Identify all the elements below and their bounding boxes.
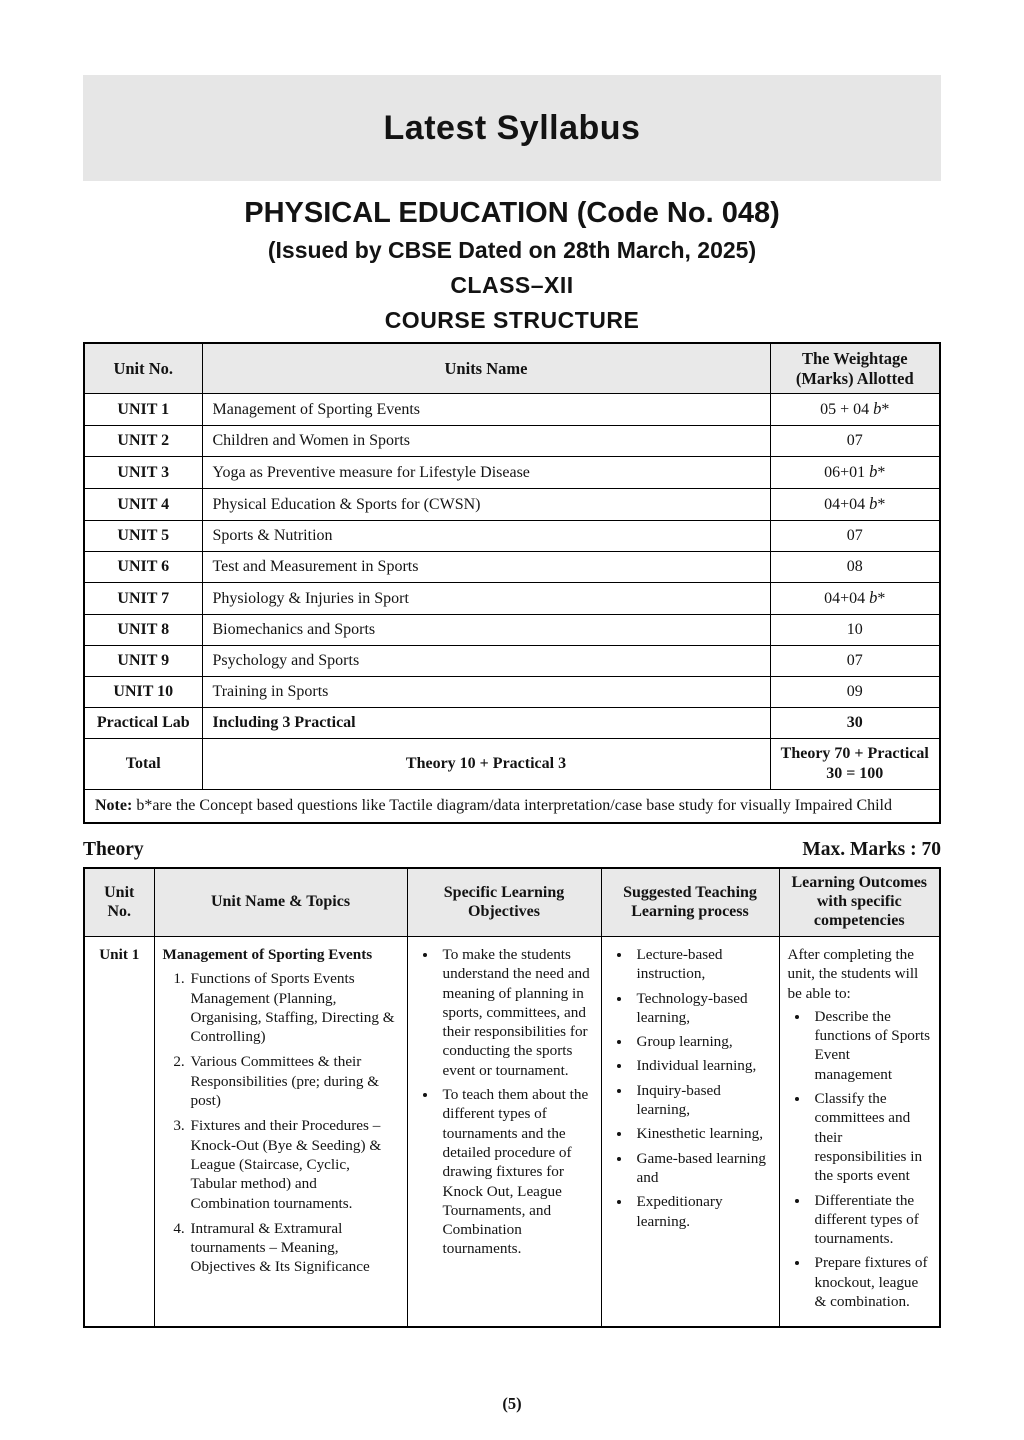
course-table-row xyxy=(84,457,940,489)
unit-no-cell: Total xyxy=(84,739,202,790)
marks-cell: 06+01 b* xyxy=(770,457,940,489)
marks-cell: 05 + 04 b* xyxy=(770,394,940,426)
marks-cell: 04+04 b* xyxy=(770,583,940,615)
list-item: • Kinesthetic learning, xyxy=(632,1124,771,1143)
unit-name-cell: Theory 10 + Practical 3 xyxy=(202,739,770,790)
list-item: • Lecture-based instruction, xyxy=(632,945,771,984)
theory-section-bar xyxy=(83,839,941,861)
unit-name-cell: Test and Measurement in Sports xyxy=(202,552,770,583)
outcomes-cell xyxy=(779,936,940,1327)
course-table-row xyxy=(84,521,940,552)
max-marks-label: Max. Marks : 70 xyxy=(802,839,941,861)
class-line: CLASS–XII xyxy=(450,272,574,299)
topics-list xyxy=(163,969,399,1276)
theory-unit1-row xyxy=(84,936,940,1327)
list-item: • Differentiate the different types of tournaments. xyxy=(810,1191,932,1249)
list-item: 3. Fixtures and their Procedures – Knock-Out (Bye & Seeding) & League (Staircase, Cyclic, Tabular method) and Combination tournaments. xyxy=(189,1116,399,1212)
marks-cell: 07 xyxy=(770,646,940,677)
unit-number-cell: Unit 1 xyxy=(84,936,154,1327)
unit-no-cell: UNIT 5 xyxy=(84,521,202,552)
page-number: (5) xyxy=(502,1394,522,1414)
syllabus-page xyxy=(83,0,941,1414)
theory-heading: Theory xyxy=(83,839,144,861)
course-header-units-name: Units Name xyxy=(202,343,770,394)
unit-no-cell: UNIT 10 xyxy=(84,677,202,708)
marks-cell: 07 xyxy=(770,521,940,552)
marks-cell: 10 xyxy=(770,615,940,646)
list-item: • Group learning, xyxy=(632,1032,771,1051)
list-item: 2. Various Committees & their Responsibilities (pre; during & post) xyxy=(189,1052,399,1110)
course-table-header-row xyxy=(84,343,940,394)
unit-name-cell: Yoga as Preventive measure for Lifestyle Disease xyxy=(202,457,770,489)
unit-no-cell: UNIT 4 xyxy=(84,489,202,521)
theory-header-unit-no: Unit No. xyxy=(84,868,154,936)
marks-cell: Theory 70 + Practical 30 = 100 xyxy=(770,739,940,790)
course-structure-table xyxy=(83,342,941,825)
unit-no-cell: UNIT 3 xyxy=(84,457,202,489)
note-cell xyxy=(84,790,940,824)
teaching-list xyxy=(610,945,771,1231)
list-item: • To make the students understand the need and meaning of planning in sports, committees, and their responsibilities for conducting the sports event or tournament. xyxy=(438,945,593,1080)
course-table-row xyxy=(84,615,940,646)
issued-by-line: (Issued by CBSE Dated on 28th March, 2025) xyxy=(267,237,757,264)
objectives-cell xyxy=(407,936,601,1327)
subject-title: PHYSICAL EDUCATION (Code No. 048) xyxy=(244,197,780,229)
course-table-row xyxy=(84,646,940,677)
list-item: • Game-based learning and xyxy=(632,1149,771,1188)
marks-cell: 07 xyxy=(770,426,940,457)
theory-header-unit-name-topics: Unit Name & Topics xyxy=(154,868,407,936)
theory-header-objectives: Specific Learning Objectives xyxy=(407,868,601,936)
course-table-row xyxy=(84,426,940,457)
unit-no-cell: UNIT 2 xyxy=(84,426,202,457)
unit-no-cell: UNIT 9 xyxy=(84,646,202,677)
course-table-row xyxy=(84,677,940,708)
course-table-row xyxy=(84,708,940,739)
course-header-unit-no: Unit No. xyxy=(84,343,202,394)
note-label: Note: xyxy=(95,797,133,815)
course-table-row xyxy=(84,583,940,615)
theory-detail-table xyxy=(83,867,941,1328)
list-item: • Prepare fixtures of knockout, league & combination. xyxy=(810,1253,932,1311)
unit-name-cell: Physiology & Injuries in Sport xyxy=(202,583,770,615)
course-table-row xyxy=(84,739,940,790)
marks-cell: 08 xyxy=(770,552,940,583)
unit-no-cell: Practical Lab xyxy=(84,708,202,739)
unit-no-cell: UNIT 6 xyxy=(84,552,202,583)
unit-no-cell: UNIT 7 xyxy=(84,583,202,615)
unit-name-cell: Training in Sports xyxy=(202,677,770,708)
course-table-row xyxy=(84,394,940,426)
unit-no-cell: UNIT 8 xyxy=(84,615,202,646)
list-item: • Classify the committees and their responsibilities in the sports event xyxy=(810,1089,932,1185)
unit-name-cell: Biomechanics and Sports xyxy=(202,615,770,646)
unit-topics-cell xyxy=(154,936,407,1327)
theory-header-teaching-process: Suggested Teaching Learning process xyxy=(601,868,779,936)
marks-cell: 09 xyxy=(770,677,940,708)
course-header-weightage: The Weightage (Marks) Allotted xyxy=(770,343,940,394)
list-item: • Technology-based learning, xyxy=(632,989,771,1028)
latest-syllabus-banner xyxy=(83,75,941,181)
unit-no-cell: UNIT 1 xyxy=(84,394,202,426)
course-structure-heading: COURSE STRUCTURE xyxy=(384,306,640,333)
outcomes-list xyxy=(788,1007,932,1311)
course-table-row xyxy=(84,489,940,521)
note-text: b*are the Concept based questions like Tactile diagram/data interpretation/case base study for visually Impaired Child xyxy=(136,797,892,815)
theory-table-header-row xyxy=(84,868,940,936)
marks-cell: 30 xyxy=(770,708,940,739)
course-table-row xyxy=(84,552,940,583)
note-row xyxy=(84,790,940,824)
banner-title: Latest Syllabus xyxy=(383,108,641,147)
marks-cell: 04+04 b* xyxy=(770,489,940,521)
unit-name-cell: Physical Education & Sports for (CWSN) xyxy=(202,489,770,521)
topic-title: Management of Sporting Events xyxy=(162,945,373,963)
theory-header-outcomes: Learning Outcomes with specific competencies xyxy=(779,868,940,936)
unit-name-cell: Including 3 Practical xyxy=(202,708,770,739)
objectives-list xyxy=(416,945,593,1259)
list-item: • Individual learning, xyxy=(632,1056,771,1075)
list-item: 4. Intramural & Extramural tournaments – Meaning, Objectives & Its Significance xyxy=(189,1219,399,1277)
list-item: • Inquiry-based learning, xyxy=(632,1081,771,1120)
list-item: • Describe the functions of Sports Event management xyxy=(810,1007,932,1084)
unit-name-cell: Management of Sporting Events xyxy=(202,394,770,426)
unit-name-cell: Sports & Nutrition xyxy=(202,521,770,552)
list-item: • To teach them about the different types of tournaments and the detailed procedure of drawing fixtures for Knock Out, League Tournaments, and Combination tournaments. xyxy=(438,1085,593,1259)
unit-name-cell: Psychology and Sports xyxy=(202,646,770,677)
outcomes-intro: After completing the unit, the students will be able to: xyxy=(787,945,919,1002)
teaching-process-cell xyxy=(601,936,779,1327)
unit-name-cell: Children and Women in Sports xyxy=(202,426,770,457)
list-item: 1. Functions of Sports Events Management (Planning, Organising, Staffing, Directing & Controlling) xyxy=(189,969,399,1046)
list-item: • Expeditionary learning. xyxy=(632,1192,771,1231)
